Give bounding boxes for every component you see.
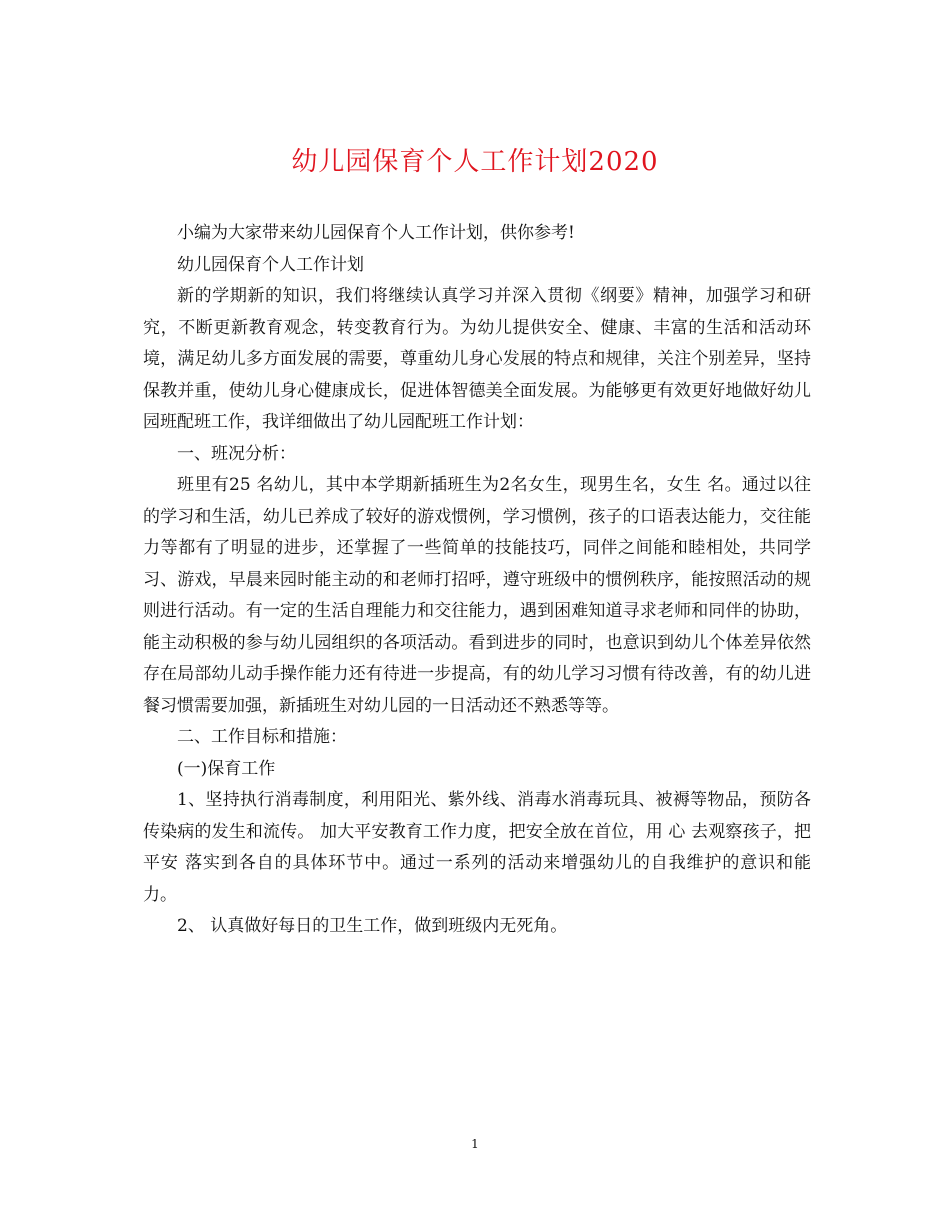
preface-paragraph: 新的学期新的知识，我们将继续认真学习并深入贯彻《纲要》精神，加强学习和研究，不断更新教育观念，转变教育行为。为幼儿提供安全、健康、丰富的生活和活动环境，满足幼儿多方面发展的需要，尊重幼儿身心发展的特点和规律，关注个别差异，坚持保教并重，使幼儿身心健康成长，促进体智德美全面发展。为能够更有效更好地做好幼儿园班配班工作，我详细做出了幼儿园配班工作计划：	[143, 286, 811, 432]
section-heading-goals: 二、工作目标和措施：	[177, 727, 347, 747]
subsection-heading-care: (一)保育工作	[177, 758, 276, 779]
class-analysis-paragraph: 班里有25 名幼儿，其中本学期新插班生为2名女生，现男生名，女生 名。通过以往的学习和生活，幼儿已养成了较好的游戏惯例，学习惯例，孩子的口语表达能力，交往能力等都有了明显的进步，还掌握了一些简单的技能技巧，同伴之间能和睦相处，共同学习、游戏，早晨来园时能主动的和老师打招呼，遵守班级中的惯例秩序，能按照活动的规则进行活动。有一定的生活自理能力和交往能力，遇到困难知道寻求老师和同伴的协助，能主动积极的参与幼儿园组织的各项活动。看到进步的同时，也意识到幼儿个体差异依然存在局部幼儿动手操作能力还有待进一步提高，有的幼儿学习习惯有待改善，有的幼儿进餐习惯需要加强，新插班生对幼儿园的一日活动还不熟悉等等。	[143, 475, 811, 716]
section-heading-class-analysis: 一、班况分析：	[177, 443, 296, 464]
document-title: 幼儿园保育个人工作计划2020	[291, 147, 659, 177]
intro-paragraph: 小编为大家带来幼儿园保育个人工作计划，供你参考!	[177, 223, 575, 243]
subtitle-paragraph: 幼儿园保育个人工作计划	[177, 254, 364, 275]
care-item-1: 1、坚持执行消毒制度，利用阳光、紫外线、消毒水消毒玩具、被褥等物品，预防各传染病的发生和流传。 加大平安教育工作力度，把安全放在首位，用 心 去观察孩子，把 平安 落实到各自的具体环节中。通过一系列的活动来增强幼儿的自我维护的意识和能力。	[143, 790, 811, 905]
care-item-2: 2、 认真做好每日的卫生工作，做到班级内无死角。	[177, 916, 568, 936]
page-number: 1	[471, 1137, 479, 1151]
document-body	[143, 218, 811, 943]
